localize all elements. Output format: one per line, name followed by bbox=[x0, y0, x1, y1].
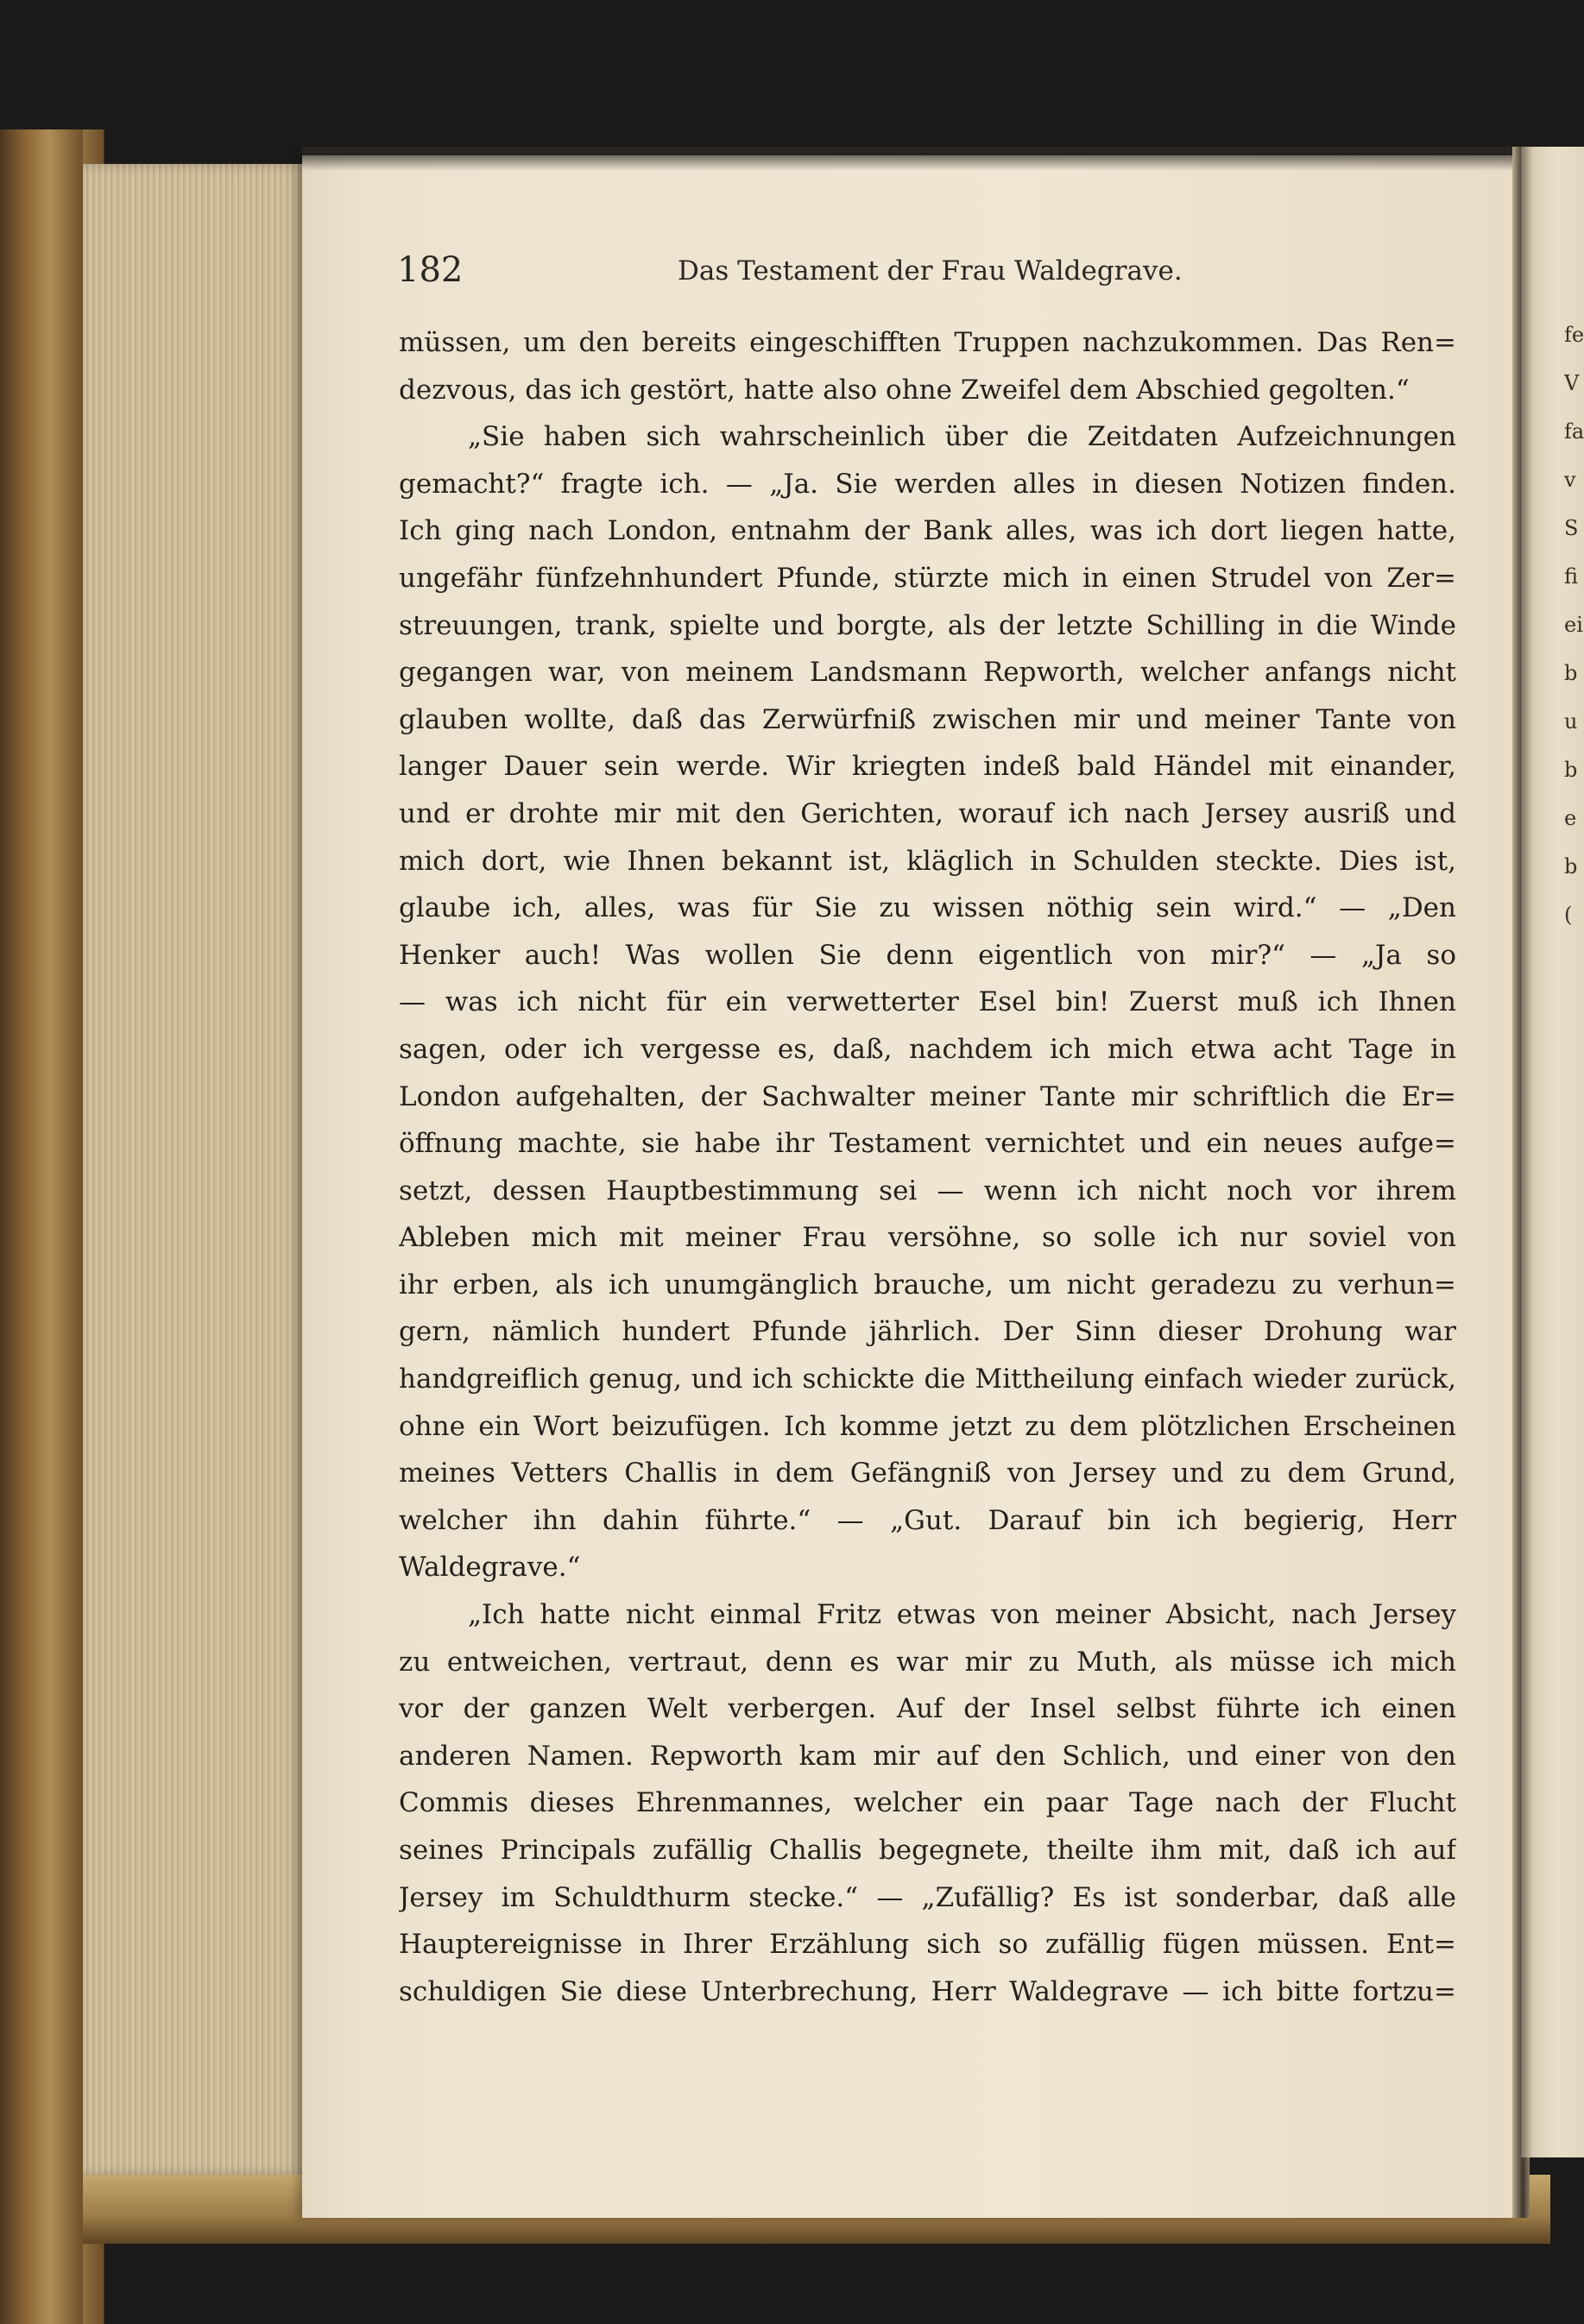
text-line: welcher ihn dahin führte.“ — „Gut. Darauf bin ich begierig, Herr bbox=[399, 1504, 1456, 1536]
text-line: Waldegrave.“ bbox=[399, 1552, 581, 1584]
facing-page-fragment: ( bbox=[1564, 903, 1573, 927]
facing-page-fragment: u bbox=[1564, 709, 1578, 734]
facing-page-fragment: fe bbox=[1564, 323, 1584, 347]
text-line: sagen, oder ich vergesse es, daß, nachdem ich mich etwa acht Tage in bbox=[399, 1033, 1456, 1065]
text-line: anderen Namen. Repworth kam mir auf den Schlich, und einer von den bbox=[399, 1740, 1456, 1772]
facing-page-fragment: b bbox=[1564, 661, 1578, 685]
book-binding bbox=[0, 129, 83, 2324]
text-line: zu entweichen, vertraut, denn es war mir zu Muth, als müsse ich mich bbox=[399, 1646, 1456, 1678]
text-line: seines Principals zufällig Challis begegnete, theilte ihm mit, daß ich auf bbox=[399, 1835, 1456, 1866]
facing-page-fragment: fa bbox=[1564, 419, 1584, 444]
page-top-shadow bbox=[302, 147, 1528, 171]
text-line: und er drohte mir mit den Gerichten, worauf ich nach Jersey ausriß und bbox=[399, 797, 1456, 829]
text-line: ungefähr fünfzehnhundert Pfunde, stürzte mich in einen Strudel von Zer= bbox=[399, 562, 1456, 594]
text-line: London aufgehalten, der Sachwalter meiner Tante mir schriftlich die Er= bbox=[399, 1080, 1456, 1112]
text-line: meines Vetters Challis in dem Gefängniß von Jersey und zu dem Grund, bbox=[399, 1458, 1456, 1490]
body-text bbox=[399, 319, 1456, 2015]
facing-page-fragment: b bbox=[1564, 854, 1578, 879]
text-line: mich dort, wie Ihnen bekannt ist, kläglich in Schulden steckte. Dies ist, bbox=[399, 845, 1456, 877]
text-line: glaube ich, alles, was für Sie zu wissen nöthig sein wird.“ — „Den bbox=[399, 892, 1456, 924]
facing-page-fragment: V bbox=[1564, 371, 1580, 395]
page-block-edge bbox=[83, 164, 307, 2175]
facing-page-fragment: e bbox=[1564, 806, 1577, 830]
text-line: streuungen, trank, spielte und borgte, als der letzte Schilling in die Winde bbox=[399, 609, 1456, 641]
facing-page-fragment: v bbox=[1564, 468, 1576, 492]
text-line: Hauptereignisse in Ihrer Erzählung sich so zufällig fügen müssen. Ent= bbox=[399, 1929, 1456, 1961]
facing-page-fragment: b bbox=[1564, 758, 1578, 782]
text-line: ihr erben, als ich unumgänglich brauche, um nicht geradezu zu verhun= bbox=[399, 1269, 1456, 1301]
text-line: müssen, um den bereits eingeschifften Truppen nachzukommen. Das Ren= bbox=[399, 327, 1456, 358]
text-line: „Ich hatte nicht einmal Fritz etwas von meiner Absicht, nach Jersey bbox=[468, 1599, 1456, 1631]
page-header bbox=[397, 250, 1183, 302]
facing-page-fragment: S bbox=[1564, 516, 1579, 540]
text-line: Ich ging nach London, entnahm der Bank alles, was ich dort liegen hatte, bbox=[399, 515, 1456, 547]
facing-page-fragment: fi bbox=[1564, 564, 1579, 589]
text-line: setzt, dessen Hauptbestimmung sei — wenn ich nicht noch vor ihrem bbox=[399, 1175, 1456, 1206]
text-line: öffnung machte, sie habe ihr Testament vernichtet und ein neues aufge= bbox=[399, 1128, 1456, 1160]
text-line: Henker auch! Was wollen Sie denn eigentlich von mir?“ — „Ja so bbox=[399, 939, 1456, 971]
text-line: Ableben mich mit meiner Frau versöhne, so solle ich nur soviel von bbox=[399, 1222, 1456, 1254]
text-line: glauben wollte, daß das Zerwürfniß zwischen mir und meiner Tante von bbox=[399, 703, 1456, 735]
text-line: — was ich nicht für ein verwetterter Esel bin! Zuerst muß ich Ihnen bbox=[399, 986, 1456, 1018]
text-line: ohne ein Wort beizufügen. Ich komme jetzt zu dem plötzlichen Erscheinen bbox=[399, 1410, 1456, 1442]
text-line: handgreiflich genug, und ich schickte die Mittheilung einfach wieder zurück, bbox=[399, 1364, 1456, 1395]
facing-page-fragment: ei bbox=[1564, 613, 1583, 637]
text-line: langer Dauer sein werde. Wir kriegten indeß bald Händel mit einander, bbox=[399, 751, 1456, 783]
text-line: vor der ganzen Welt verbergen. Auf der Insel selbst führte ich einen bbox=[399, 1693, 1456, 1725]
text-line: gegangen war, von meinem Landsmann Repworth, welcher anfangs nicht bbox=[399, 657, 1456, 689]
facing-page-text-fragments bbox=[1564, 311, 1584, 939]
text-line: „Sie haben sich wahrscheinlich über die Zeitdaten Aufzeichnungen bbox=[468, 421, 1456, 453]
page-number: 182 bbox=[397, 250, 464, 290]
text-line: dezvous, das ich gestört, hatte also ohne Zweifel dem Abschied gegolten.“ bbox=[399, 374, 1410, 406]
text-line: schuldigen Sie diese Unterbrechung, Herr Waldegrave — ich bitte fortzu= bbox=[399, 1975, 1456, 2007]
text-line: gemacht?“ fragte ich. — „Ja. Sie werden alles in diesen Notizen finden. bbox=[399, 468, 1456, 500]
text-line: gern, nämlich hundert Pfunde jährlich. Der Sinn dieser Drohung war bbox=[399, 1316, 1456, 1348]
text-line: Commis dieses Ehrenmannes, welcher ein paar Tage nach der Flucht bbox=[399, 1787, 1456, 1819]
text-line: Jersey im Schuldthurm stecke.“ — „Zufällig? Es ist sonderbar, daß alle bbox=[399, 1881, 1456, 1913]
running-title: Das Testament der Frau Waldegrave. bbox=[678, 255, 1183, 287]
